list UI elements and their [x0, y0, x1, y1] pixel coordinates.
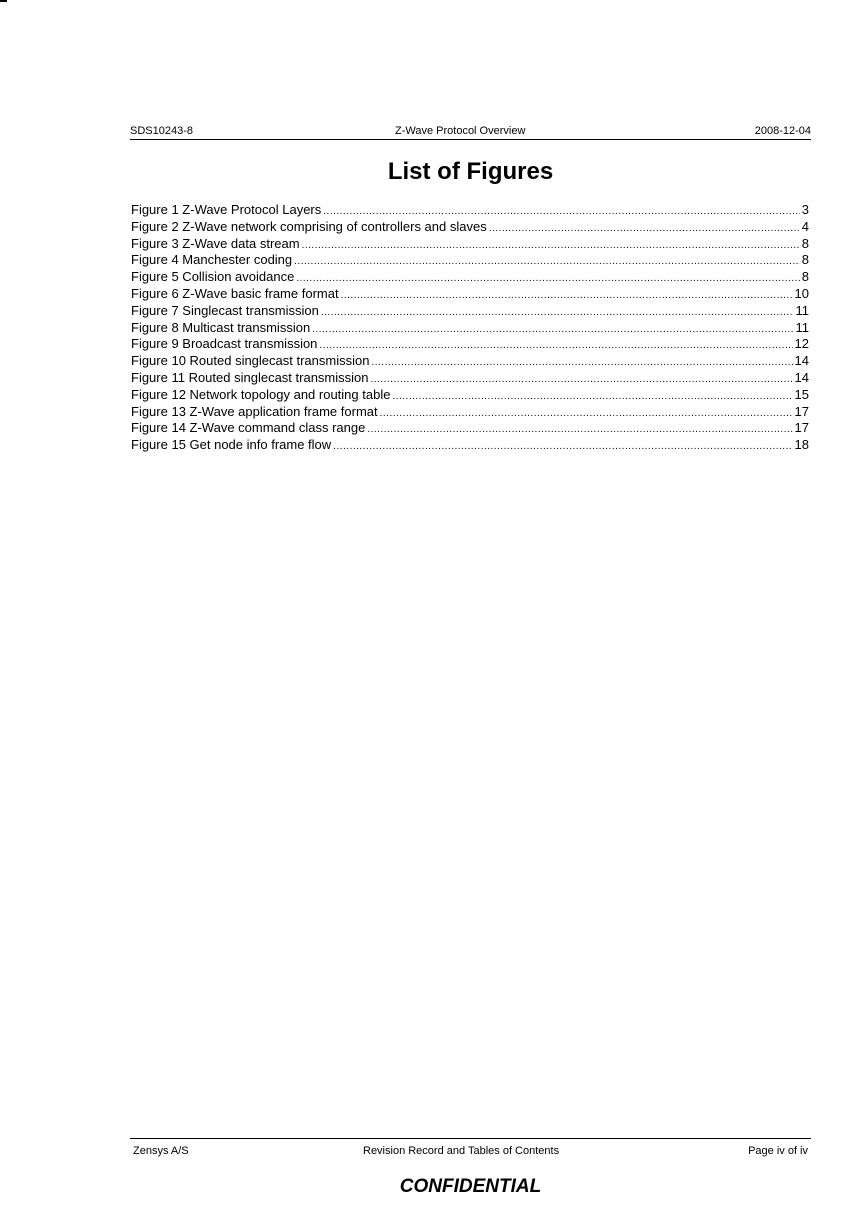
- figure-entry-page: 17: [794, 403, 809, 419]
- header-date: 2008-12-04: [754, 125, 811, 137]
- figure-entry-page: 8: [801, 252, 809, 268]
- figure-entry-page: 18: [794, 437, 809, 453]
- figure-entry-label: Figure 15 Get node info frame flow: [131, 437, 332, 453]
- page-header: [130, 125, 811, 140]
- figure-entry-page: 8: [801, 235, 809, 251]
- dot-leader: [321, 305, 794, 322]
- figure-entry-label: Figure 5 Collision avoidance: [131, 269, 295, 285]
- footer-company: Zensys A/S: [133, 1145, 189, 1157]
- figure-entry-page: 11: [795, 319, 809, 335]
- figure-entry-label: Figure 9 Broadcast transmission: [131, 336, 318, 352]
- page-footer: [130, 1138, 811, 1159]
- figure-entry[interactable]: [131, 252, 809, 269]
- dot-leader: [341, 288, 793, 305]
- figure-entry-page: 17: [794, 420, 809, 436]
- confidential-notice: CONFIDENTIAL: [399, 1176, 542, 1197]
- dot-leader: [392, 389, 792, 406]
- dot-leader: [312, 322, 793, 339]
- figure-entry-label: Figure 10 Routed singlecast transmission: [131, 353, 370, 369]
- dot-leader: [371, 372, 793, 389]
- figure-entry-page: 10: [794, 285, 809, 301]
- figure-entry[interactable]: [131, 370, 809, 387]
- figure-entry[interactable]: [131, 202, 809, 219]
- figure-entry-label: Figure 7 Singlecast transmission: [131, 302, 319, 318]
- footer-page-number: Page iv of iv: [748, 1145, 808, 1157]
- figure-entry[interactable]: [131, 404, 809, 421]
- figure-entry-label: Figure 12 Network topology and routing table: [131, 386, 391, 402]
- dot-leader: [319, 338, 792, 355]
- figure-entry-label: Figure 6 Z-Wave basic frame format: [131, 285, 339, 301]
- figure-entry-label: Figure 13 Z-Wave application frame format: [131, 403, 378, 419]
- figure-entry[interactable]: [131, 437, 809, 454]
- dot-leader: [302, 238, 800, 255]
- figure-entry-page: 11: [795, 302, 809, 318]
- figure-entry-page: 15: [794, 386, 809, 402]
- figure-entry-page: 14: [794, 369, 809, 385]
- figure-list: [131, 202, 809, 454]
- figure-entry-page: 14: [794, 353, 809, 369]
- figure-entry-label: Figure 4 Manchester coding: [131, 252, 293, 268]
- figure-entry[interactable]: [131, 353, 809, 370]
- figure-entry[interactable]: [131, 320, 809, 337]
- figure-entry[interactable]: [131, 420, 809, 437]
- figure-entry-page: 4: [801, 218, 809, 234]
- figure-entry-page: 12: [794, 336, 809, 352]
- figure-entry[interactable]: [131, 336, 809, 353]
- figure-entry[interactable]: [131, 303, 809, 320]
- dot-leader: [296, 271, 799, 288]
- header-doc-id: SDS10243-8: [130, 125, 193, 137]
- footer-section: Revision Record and Tables of Contents: [363, 1145, 560, 1157]
- figure-entry[interactable]: [131, 219, 809, 236]
- figure-entry-label: Figure 14 Z-Wave command class range: [131, 420, 366, 436]
- figure-entry-label: Figure 1 Z-Wave Protocol Layers: [131, 202, 322, 217]
- dot-leader: [489, 221, 800, 238]
- dot-leader: [380, 406, 793, 423]
- figure-entry-page: 3: [801, 202, 809, 217]
- header-doc-title: Z-Wave Protocol Overview: [395, 125, 526, 137]
- figure-entry-label: Figure 8 Multicast transmission: [131, 319, 311, 335]
- dot-leader: [371, 355, 792, 372]
- figure-entry[interactable]: [131, 286, 809, 303]
- dot-leader: [367, 422, 792, 439]
- figure-entry[interactable]: [131, 387, 809, 404]
- dot-leader: [333, 439, 792, 456]
- corner-mark: [0, 0, 7, 2]
- figure-entry[interactable]: [131, 269, 809, 286]
- figure-entry-page: 8: [801, 269, 809, 285]
- page-title: List of Figures: [387, 158, 554, 185]
- figure-entry-label: Figure 3 Z-Wave data stream: [131, 235, 300, 251]
- dot-leader: [294, 254, 800, 271]
- figure-entry[interactable]: [131, 236, 809, 253]
- figure-entry-label: Figure 11 Routed singlecast transmission: [131, 369, 369, 385]
- figure-entry-label: Figure 2 Z-Wave network comprising of controllers and slaves: [131, 218, 487, 234]
